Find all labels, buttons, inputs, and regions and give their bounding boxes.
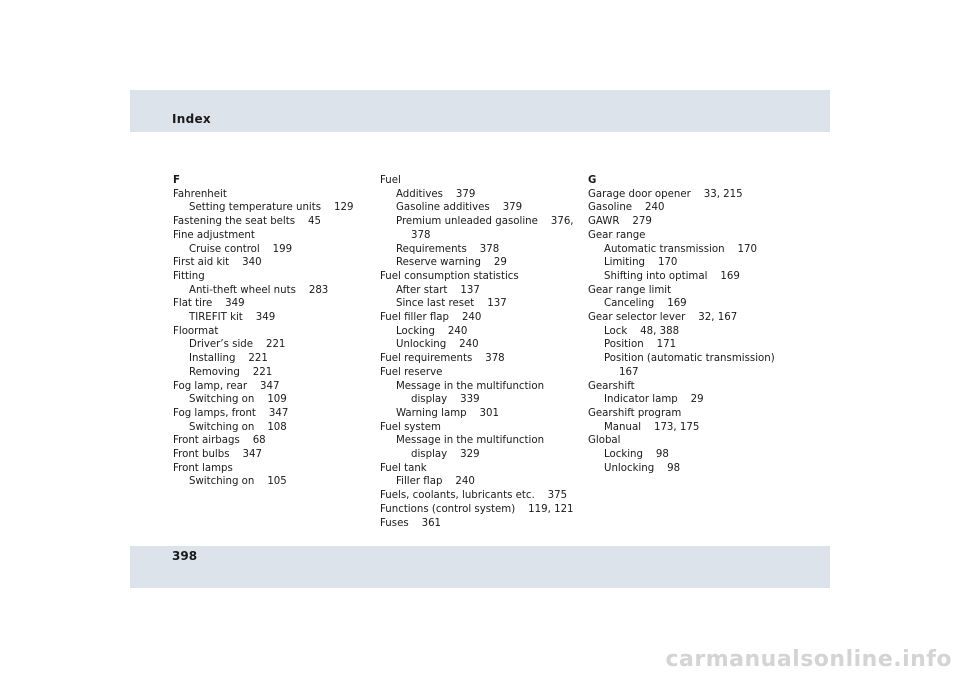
index-entry: Fuel reserve <box>380 366 443 378</box>
index-subentry: Switching on 109 <box>189 394 287 406</box>
index-subentry: Unlocking 240 <box>396 339 479 351</box>
index-entry: Fitting <box>173 270 205 282</box>
index-subentry: Canceling 169 <box>604 298 687 310</box>
index-entry: Fuel <box>380 175 401 186</box>
index-entry: Global <box>588 435 621 447</box>
index-subentry: Since last reset 137 <box>396 298 507 310</box>
index-subentry: Requirements 378 <box>396 243 500 255</box>
index-entry: Fuel system <box>380 421 441 433</box>
index-subentry: Lock 48, 388 <box>604 325 680 337</box>
index-subentry: Shifting into optimal 169 <box>604 270 740 282</box>
index-entry: Front lamps <box>173 462 233 474</box>
index-subentry: Limiting 170 <box>604 257 678 269</box>
index-letter-heading: F <box>173 175 180 186</box>
index-subentry: Removing 221 <box>189 366 273 378</box>
index-subentry: Warning lamp 301 <box>396 407 499 419</box>
index-subentry: Cruise control 199 <box>189 243 293 255</box>
index-subentry: Locking 98 <box>604 449 669 461</box>
index-entry: Gear range <box>588 229 646 241</box>
header-band <box>130 90 830 132</box>
index-subentry: Indicator lamp 29 <box>604 394 704 406</box>
index-subentry: Locking 240 <box>396 325 468 337</box>
index-entry: Front bulbs 347 <box>173 449 262 461</box>
index-entry: Fog lamps, front 347 <box>173 407 289 419</box>
index-subentry: Switching on 105 <box>189 476 287 488</box>
index-entry: Gasoline 240 <box>588 202 665 214</box>
index-subentry: Installing 221 <box>189 353 268 365</box>
index-entry: Gearshift program <box>588 407 682 419</box>
index-subentry: Position (automatic transmission) 167 <box>604 353 788 378</box>
index-entry: Fine adjustment <box>173 229 255 241</box>
index-column-2 <box>380 174 580 530</box>
index-entry: Fuels, coolants, lubricants etc. 375 <box>380 490 568 502</box>
index-column-3 <box>588 174 788 475</box>
index-entry: Flat tire 349 <box>173 298 245 310</box>
footer-band <box>130 546 830 588</box>
index-subentry: Filler flap 240 <box>396 476 475 488</box>
index-subentry: After start 137 <box>396 284 480 296</box>
index-subentry: Premium unleaded gasoline 376, 378 <box>396 216 577 241</box>
index-subentry: Switching on 108 <box>189 421 287 433</box>
index-subentry: Message in the multifunction display 339 <box>396 380 548 406</box>
index-subentry: Anti-theft wheel nuts 283 <box>189 284 329 296</box>
index-entry: Floormat <box>173 325 219 337</box>
index-subentry: TIREFIT kit 349 <box>189 312 276 324</box>
index-subentry: Position 171 <box>604 339 677 351</box>
index-subentry: Reserve warning 29 <box>396 257 507 269</box>
index-entry: Fastening the seat belts 45 <box>173 216 321 228</box>
index-entry: Fuses 361 <box>380 517 442 529</box>
index-subentry: Manual 173, 175 <box>604 421 700 433</box>
index-subentry: Automatic transmission 170 <box>604 243 757 255</box>
index-entry: Fuel requirements 378 <box>380 353 505 365</box>
index-entry: Fog lamp, rear 347 <box>173 380 280 392</box>
index-entry: GAWR 279 <box>588 216 652 228</box>
index-subentry: Unlocking 98 <box>604 462 681 474</box>
index-entry: Fuel filler flap 240 <box>380 312 482 324</box>
index-entry: Gear range limit <box>588 284 672 296</box>
index-letter-heading: G <box>588 175 597 186</box>
index-entry: Garage door opener 33, 215 <box>588 188 743 200</box>
page-number: 398 <box>172 549 198 563</box>
index-subentry: Message in the multifunction display 329 <box>396 435 548 461</box>
index-subentry: Driver’s side 221 <box>189 339 286 351</box>
index-entry: First aid kit 340 <box>173 257 262 269</box>
index-subentry: Setting temperature units 129 <box>189 202 354 214</box>
index-entry: Functions (control system) 119, 121 <box>380 503 574 515</box>
index-entry: Fahrenheit <box>173 188 227 200</box>
index-entry: Fuel consumption statistics <box>380 270 519 282</box>
index-entry: Gearshift <box>588 380 635 392</box>
index-subentry: Gasoline additives 379 <box>396 202 523 214</box>
index-entry: Front airbags 68 <box>173 435 266 447</box>
watermark: carmanualsonline.info <box>665 647 952 672</box>
page-title: Index <box>172 112 211 126</box>
index-entry: Fuel tank <box>380 462 427 474</box>
index-entry: Gear selector lever 32, 167 <box>588 312 738 324</box>
index-column-1 <box>173 174 378 489</box>
index-subentry: Additives 379 <box>396 188 476 200</box>
